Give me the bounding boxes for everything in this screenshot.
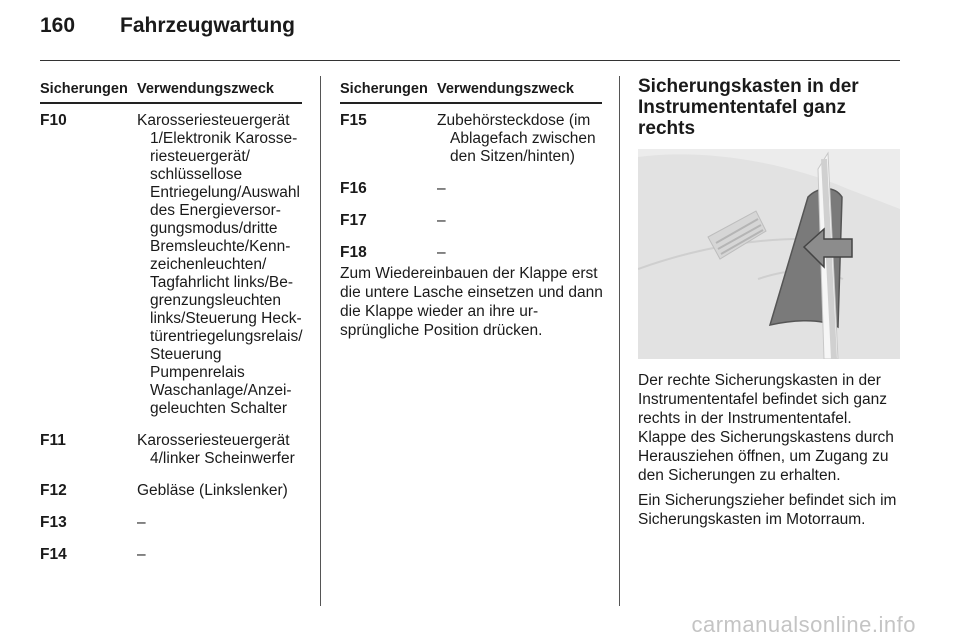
section-heading: Sicherungskasten in der Instrumententafel ganz rechts	[638, 76, 859, 139]
fuse-purpose: –	[437, 212, 446, 229]
fuse-id: F13	[40, 514, 67, 531]
table-row	[40, 546, 302, 564]
fuse-purpose: Karosseriesteuergerät 1/Elektronik Karosse- riesteuergerät/ schlüssellose Entriegelung/Auswahl des Energieversor- gungsmodus/dritte Bremsleuchte/Kenn- zeichenleuchten/ Tagfahrlicht links/Be- grenzungsleuchten links/Steuerung Heck- türentriegelungsrelais/ Steuerung Pumpenrelais Waschanlage/Anzei- geleuchten Schalter	[137, 112, 303, 417]
table-row	[340, 112, 602, 166]
reinstall-note: Zum Wiedereinbauen der Klappe erst die untere Lasche einsetzen und dann die Klappe wieder an ihre ur-sprüngliche Position drücken.	[340, 265, 603, 339]
page-number: 160	[40, 14, 76, 37]
fuse-purpose: –	[137, 546, 146, 563]
header-rule	[40, 60, 900, 61]
fuse-id: F14	[40, 546, 67, 563]
column-divider-2	[619, 76, 620, 606]
fuse-table-left	[40, 80, 302, 578]
table-header-rule	[40, 102, 302, 104]
fuse-id: F11	[40, 432, 66, 449]
fuse-id: F15	[340, 112, 367, 129]
header-purpose: Verwendungszweck	[437, 81, 574, 97]
table-row	[340, 212, 602, 230]
dashboard-drawing	[638, 149, 900, 359]
section-title: Fahrzeugwartung	[120, 14, 296, 37]
column-divider-1	[320, 76, 321, 606]
fuse-id: F10	[40, 112, 67, 129]
fuse-purpose: –	[437, 180, 446, 197]
table-header	[40, 80, 302, 100]
table-row	[40, 482, 302, 500]
table-row	[40, 432, 302, 468]
fuse-purpose: –	[137, 514, 146, 531]
watermark: carmanualsonline.info	[691, 612, 916, 637]
header-fuse: Sicherungen	[40, 81, 128, 97]
table-header	[340, 80, 602, 100]
fuse-table-right	[340, 80, 602, 276]
paragraph-2: Ein Sicherungszieher befindet sich im Sicherungskasten im Motorraum.	[638, 492, 897, 528]
table-header-rule	[340, 102, 602, 104]
fuse-id: F16	[340, 180, 367, 197]
fuse-purpose: Karosseriesteuergerät 4/linker Scheinwerfer	[137, 432, 295, 467]
fuse-id: F12	[40, 482, 67, 499]
table-row	[340, 244, 602, 262]
table-row	[40, 112, 302, 418]
fuse-purpose: Zubehörsteckdose (im Ablagefach zwischen den Sitzen/hinten)	[437, 112, 596, 165]
fuse-purpose: Gebläse (Linkslenker)	[137, 482, 288, 499]
fuse-id: F18	[340, 244, 367, 261]
fuse-purpose: –	[437, 244, 446, 261]
header-purpose: Verwendungszweck	[137, 81, 274, 97]
paragraph-1: Der rechte Sicherungskasten in der Instrumententafel befindet sich ganz rechts in der Instrumententafel. Klappe des Sicherungskastens durch Herausziehen öffnen, um Zugang zu den Sicherungen zu erhalten.	[638, 372, 894, 484]
fuse-id: F17	[340, 212, 367, 229]
header-fuse: Sicherungen	[340, 81, 428, 97]
table-row	[340, 180, 602, 198]
table-row	[40, 514, 302, 532]
right-column	[638, 76, 904, 529]
fuse-box-illustration	[638, 149, 900, 359]
